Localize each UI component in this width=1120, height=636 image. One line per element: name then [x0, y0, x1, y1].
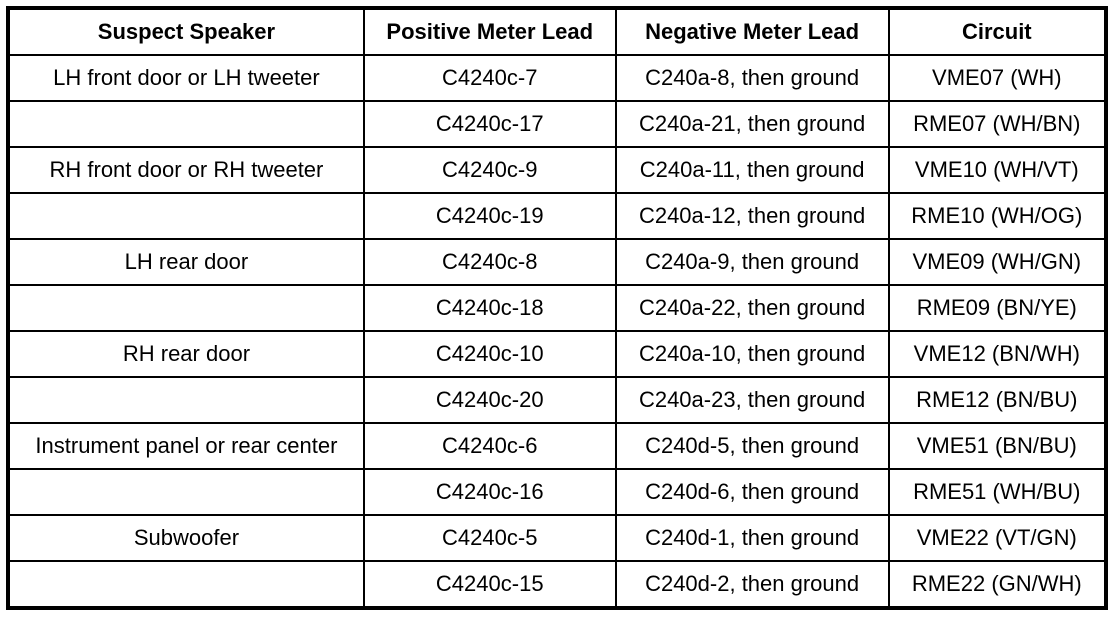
table-row — [8, 101, 1106, 147]
cell-negative-lead: C240a-12, then ground — [616, 193, 889, 239]
cell-circuit: RME51 (WH/BU) — [889, 469, 1106, 515]
cell-positive-lead: C4240c-5 — [364, 515, 616, 561]
cell-circuit: RME07 (WH/BN) — [889, 101, 1106, 147]
cell-negative-lead: C240a-9, then ground — [616, 239, 889, 285]
table-row — [8, 239, 1106, 285]
cell-positive-lead: C4240c-17 — [364, 101, 616, 147]
cell-negative-lead: C240a-11, then ground — [616, 147, 889, 193]
speaker-circuit-table — [6, 6, 1108, 610]
cell-suspect-speaker: LH rear door — [8, 239, 364, 285]
cell-positive-lead: C4240c-16 — [364, 469, 616, 515]
table-row — [8, 193, 1106, 239]
cell-negative-lead: C240a-22, then ground — [616, 285, 889, 331]
cell-negative-lead: C240d-6, then ground — [616, 469, 889, 515]
cell-suspect-speaker — [8, 561, 364, 608]
table-row — [8, 331, 1106, 377]
cell-positive-lead: C4240c-10 — [364, 331, 616, 377]
cell-positive-lead: C4240c-8 — [364, 239, 616, 285]
cell-positive-lead: C4240c-7 — [364, 55, 616, 101]
table-row — [8, 561, 1106, 608]
cell-circuit: VME10 (WH/VT) — [889, 147, 1106, 193]
cell-negative-lead: C240a-23, then ground — [616, 377, 889, 423]
cell-circuit: VME51 (BN/BU) — [889, 423, 1106, 469]
cell-negative-lead: C240a-21, then ground — [616, 101, 889, 147]
table-row — [8, 469, 1106, 515]
header-circuit: Circuit — [889, 8, 1106, 55]
table-row — [8, 515, 1106, 561]
cell-suspect-speaker: RH front door or RH tweeter — [8, 147, 364, 193]
cell-circuit: RME09 (BN/YE) — [889, 285, 1106, 331]
cell-suspect-speaker: Subwoofer — [8, 515, 364, 561]
cell-circuit: VME12 (BN/WH) — [889, 331, 1106, 377]
cell-positive-lead: C4240c-9 — [364, 147, 616, 193]
cell-negative-lead: C240a-10, then ground — [616, 331, 889, 377]
cell-positive-lead: C4240c-20 — [364, 377, 616, 423]
header-negative-meter-lead: Negative Meter Lead — [616, 8, 889, 55]
table-header-row — [8, 8, 1106, 55]
header-suspect-speaker: Suspect Speaker — [8, 8, 364, 55]
cell-circuit: VME07 (WH) — [889, 55, 1106, 101]
cell-suspect-speaker: LH front door or LH tweeter — [8, 55, 364, 101]
cell-circuit: RME22 (GN/WH) — [889, 561, 1106, 608]
cell-circuit: VME22 (VT/GN) — [889, 515, 1106, 561]
cell-negative-lead: C240d-1, then ground — [616, 515, 889, 561]
cell-suspect-speaker — [8, 469, 364, 515]
cell-negative-lead: C240a-8, then ground — [616, 55, 889, 101]
table-row — [8, 377, 1106, 423]
table-row — [8, 423, 1106, 469]
cell-circuit: VME09 (WH/GN) — [889, 239, 1106, 285]
cell-positive-lead: C4240c-19 — [364, 193, 616, 239]
cell-suspect-speaker — [8, 101, 364, 147]
cell-suspect-speaker — [8, 377, 364, 423]
cell-positive-lead: C4240c-18 — [364, 285, 616, 331]
cell-circuit: RME12 (BN/BU) — [889, 377, 1106, 423]
table-row — [8, 55, 1106, 101]
cell-suspect-speaker — [8, 285, 364, 331]
cell-circuit: RME10 (WH/OG) — [889, 193, 1106, 239]
cell-positive-lead: C4240c-15 — [364, 561, 616, 608]
cell-positive-lead: C4240c-6 — [364, 423, 616, 469]
table-row — [8, 147, 1106, 193]
table-row — [8, 285, 1106, 331]
cell-negative-lead: C240d-5, then ground — [616, 423, 889, 469]
cell-negative-lead: C240d-2, then ground — [616, 561, 889, 608]
cell-suspect-speaker: RH rear door — [8, 331, 364, 377]
cell-suspect-speaker: Instrument panel or rear center — [8, 423, 364, 469]
cell-suspect-speaker — [8, 193, 364, 239]
header-positive-meter-lead: Positive Meter Lead — [364, 8, 616, 55]
